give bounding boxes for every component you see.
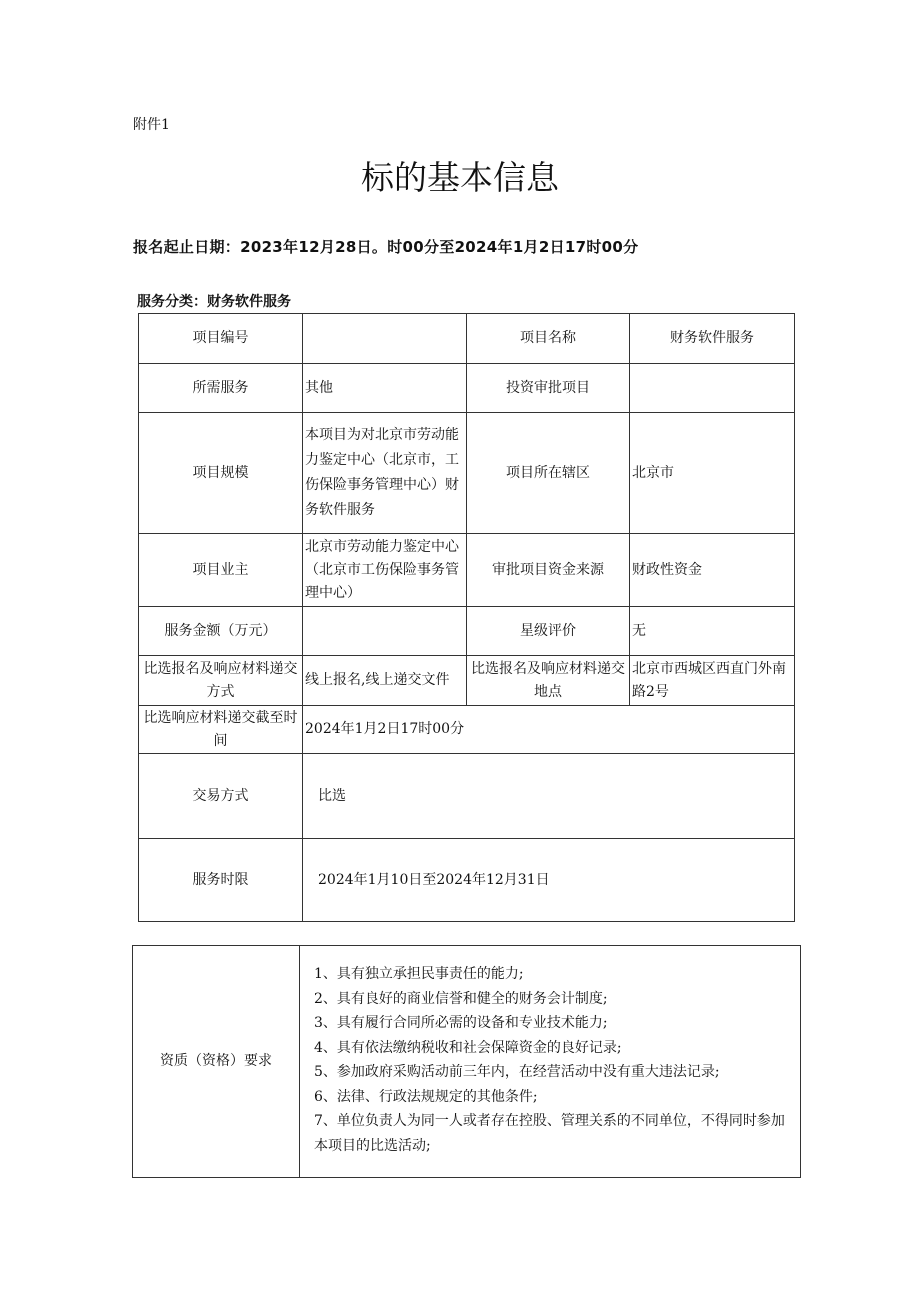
- qualification-list: [300, 946, 801, 1178]
- service-value: 其他: [303, 364, 467, 413]
- registration-deadline: 报名起止日期：2023年12月28日。时00分至2024年1月2日17时00分: [133, 238, 639, 256]
- service-label: 所需服务: [139, 364, 303, 413]
- table-row: [139, 754, 795, 839]
- table-row: [139, 364, 795, 413]
- table-row: [139, 839, 795, 922]
- fund-value: 财政性资金: [630, 534, 795, 607]
- list-item: 2、具有良好的商业信誉和健全的财务会计制度;: [314, 990, 608, 1007]
- attachment-label: 附件1: [133, 117, 170, 133]
- submit-place-value: 北京市西城区西直门外南路2号: [630, 656, 795, 706]
- rating-value: 无: [630, 607, 795, 656]
- submit-deadline-label: 比选响应材料递交截至时间: [139, 706, 303, 754]
- district-label: 项目所在辖区: [467, 413, 630, 534]
- trade-value: 比选: [303, 754, 795, 839]
- scale-label: 项目规模: [139, 413, 303, 534]
- table-row: [139, 534, 795, 607]
- page-title: 标的基本信息: [361, 158, 559, 197]
- project-info-table: [138, 313, 795, 922]
- trade-label: 交易方式: [139, 754, 303, 839]
- list-item: 3、具有履行合同所必需的设备和专业技术能力;: [314, 1015, 608, 1031]
- table-row: [133, 946, 801, 1178]
- period-value: 2024年1月10日至2024年12月31日: [303, 839, 795, 922]
- amount-value: [303, 607, 467, 656]
- submit-method-label: 比选报名及响应材料递交方式: [139, 656, 303, 706]
- project-no-value: [303, 314, 467, 364]
- invest-value: [630, 364, 795, 413]
- table-row: [139, 607, 795, 656]
- project-name-value: 财务软件服务: [630, 314, 795, 364]
- list-item: 4、具有依法缴纳税收和社会保障资金的良好记录;: [314, 1039, 622, 1056]
- qualification-label: 资质（资格）要求: [133, 946, 300, 1178]
- invest-label: 投资审批项目: [467, 364, 630, 413]
- submit-place-label: 比选报名及响应材料递交地点: [467, 656, 630, 706]
- owner-value: 北京市劳动能力鉴定中心（北京市工伤保险事务管理中心）: [303, 534, 467, 607]
- list-item: 6、法律、行政法规规定的其他条件;: [314, 1088, 538, 1105]
- service-category: 服务分类：财务软件服务: [137, 294, 291, 310]
- project-no-label: 项目编号: [139, 314, 303, 364]
- district-value: 北京市: [630, 413, 795, 534]
- qualification-table: [132, 945, 801, 1178]
- amount-label: 服务金额（万元）: [139, 607, 303, 656]
- project-name-label: 项目名称: [467, 314, 630, 364]
- list-item: 7、单位负责人为同一人或者存在控股、管理关系的不同单位，不得同时参加本项目的比选活动;: [314, 1113, 785, 1154]
- table-row: [139, 656, 795, 706]
- scale-value: 本项目为对北京市劳动能力鉴定中心（北京市，工伤保险事务管理中心）财务软件服务: [303, 413, 467, 534]
- table-row: [139, 413, 795, 534]
- period-label: 服务时限: [139, 839, 303, 922]
- submit-deadline-value: 2024年1月2日17时00分: [303, 706, 795, 754]
- table-row: [139, 706, 795, 754]
- list-item: 5、参加政府采购活动前三年内，在经营活动中没有重大违法记录;: [314, 1064, 720, 1080]
- owner-label: 项目业主: [139, 534, 303, 607]
- list-item: 1、具有独立承担民事责任的能力;: [314, 966, 524, 982]
- fund-label: 审批项目资金来源: [467, 534, 630, 607]
- submit-method-value: 线上报名,线上递交文件: [303, 656, 467, 706]
- rating-label: 星级评价: [467, 607, 630, 656]
- table-row: [139, 314, 795, 364]
